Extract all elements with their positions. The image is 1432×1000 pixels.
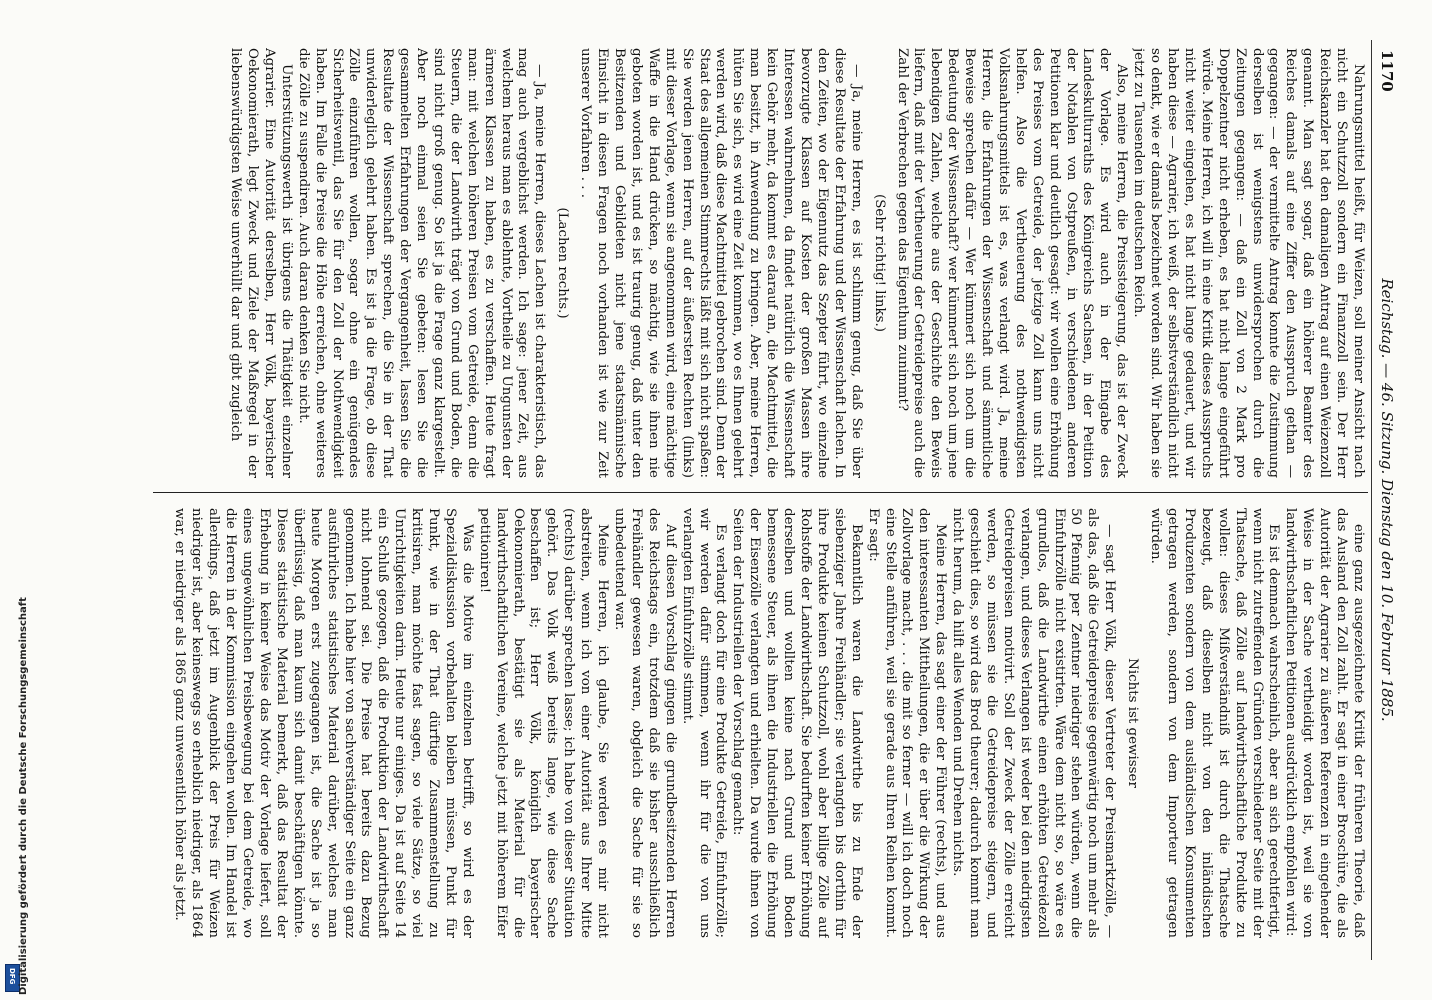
- dfg-logo: DFG: [5, 964, 20, 992]
- interjection: (Lachen rechts.): [555, 207, 571, 319]
- digitization-sidebar: [0, 0, 29, 1000]
- paragraph: Bekanntlich waren die Landwirthe bis zu Ende der siebenziger Jahre Freihändler; sie verlangten bis dorthin für ihre Produkte keinen Schutzzoll, wohl aber billige Zölle auf Rohstoffe der Landwirthschaft. Sie bedurften keiner Erhöhung derselben und wollten keine nach Grund und Boden bemessene Steuer, als ihnen die Industriellen die Erhöhung der Eisenzölle verlangten und erhielten. Da wurde ihnen von Seiten der Industriellen der Vorschlag gemacht:: [730, 508, 864, 938]
- paragraph: eine ganz ausgezeichnete Kritik der früheren Theorie, daß das Ausland den Zoll zahlt. Er sagt in einer Broschüre, die als Autorität der Agrarier zu äußeren Referenzen in eingehender Weise in der Sache vertheidigt worden ist, weil sie von landwirthschaftlichen Petitionen ausdrücklich empfohlen wird:: [1283, 508, 1366, 938]
- interjection: (Sehr richtig! links.): [871, 194, 887, 332]
- paragraph: Es ist demnach wahrscheinlich, aber an sich gerechtfertigt, wenn nicht zutreffenden Gründen verschiedener Seite mit der Thatsache, daß Zölle auf landwirthschaftliche Produkte zu wollen: dieses Mißverständniß ist durch die Thatsache bezeugt, daß dieselben nicht von den inländischen Produzenten sondern von dem ausländischen Konsumenten getragen werden, sondern von dem Importeur getragen würden.: [1148, 508, 1282, 938]
- column-divider: [153, 492, 1368, 493]
- digitization-credit: Digitalisierung gefördert durch die Deutsche Forschungsgemeinschaft: [18, 597, 29, 995]
- paragraph: Was die Motive im einzelnen betrifft, so wird es der Spezialdiskussion vorbehalten bleiben müssen, Punkt für Punkt, wie in der That dürftige Zusammenstellung zu kritisiren, man möchte fast sagen, so viele Sätze, so viel Unrichtigkeiten darin. Heute nur einiges. Da ist auf Seite 14 ein Schluß gezogen, daß die Produktion der Landwirthschaft nicht lohnend sei. Die Preise hat bereits dazu Bezug genommen. Ich habe hier von sachverständiger Seite ein ganz ausführliches statistisches Material darüber, welches man heute Morgen erst zugegangen ist, die Sache ist ja so überflüssig, daß man kaum sich damit beschäftigen könnte. Dieses statistische Material bemerkt, daß das Resultat der Erhebung in keiner Weise das Motiv der Vorlage liefert, soll eines ungewöhnlichen Preisbewegung bei dem Getreide, wo die Herren in der Kommission eingehen wollen. Im Handel ist allerdings, daß jetzt im Augenblick der Preis für Weizen niedriger ist, aber keineswegs so erheblich niedriger, als 1864 war, er niedriger als 1865 ganz unwesentlich höher als jetzt.: [172, 508, 475, 938]
- header-rule: [1371, 40, 1372, 960]
- paragraph: Es verlangt doch für eine Produkte Getreide, Einfuhrzölle; wir werden dafür stimmen, wenn ihr für die von uns verlangten Einfuhrzölle stimmt.: [679, 508, 729, 938]
- paragraph: — Ja, meine Herren, dieses Lachen ist charakteristisch, das mag auch vergeblichst werden. Ich sage: jener Zeit, aus welchem heraus man es ablehnte, Vortheile zu Ungunsten der ärmeren Klassen zu haben, es zu verschaffen. Heute fragt man: mit welchen höheren Preisen vom Getreide, denn die Steuern, die der Landwirth trägt von Grund und Boden, die sind nicht groß genug. So ist ja die Frage ganz klargestellt. Aber noch einmal seien Sie gebeten: lesen Sie die gesammelten Erfahrungen der Vergangenheit, lassen Sie die Resultate der Wissenschaft sprechen, die Sie in der That unwiderleglich gelehrt haben. Es ist ja die Frage, ob diese Zölle einzuführen wollen, sogar ohne ein genügendes Sicherheitsventil, das Sie für den Zoll der Nothwendigkeit haben. Im Falle die Preise die Höhe erreichen, ohne weiteres die Zölle zu suspendiren. Auch daran denken Sie nicht.: [295, 48, 548, 478]
- quote-heading: Nichts ist gewisser: [1125, 658, 1141, 788]
- paragraph: — Ja, meine Herren, es ist schlimm genug, daß Sie über diese Resultate der Erfahrung und der Wissenschaft lachen. In den Zeiten, wo der Eigennutz das Szepter führt, wo einzelne bevorzugte Klassen auf Kosten der großen Massen ihre Interessen wahrnehmen, da findet natürlich die Wissenschaft kein Gehör mehr, da kommt es darauf an, die Machtmittel, die man besitzt, in Anwendung zu bringen. Aber, meine Herren, hüten Sie sich, es wird eine Zeit kommen, wo es Ihnen gelehrt werden wird, daß diese Machtmittel gebrochen sind. Denn der Staat des allgemeinen Stimmrechts läßt mit sich nicht spaßen: Sie werden jenen Herren, auf der äußersten Rechten (links) mit dieser Vorlage, wenn sie angenommen wird, eine mächtige Waffe in die Hand drücken, so mächtig, wie sie ihnen nie geboten worden ist, und es ist traurig genug, daß unter den Besitzenden und Gebildeten nicht jene staatsmännische Einsicht in diesen Fragen noch vorhanden ist wie zur Zeit unserer Vorfahren . . .: [578, 48, 864, 478]
- rotated-page-content: [140, 40, 1400, 960]
- page-header: [1370, 40, 1400, 960]
- right-column: [146, 508, 1366, 938]
- paragraph: Also, meine Herren, die Preissteigerung, das ist der Zweck der Vorlage. Es wird auch in der Eingabe des Landeskulturraths des Königreichs Sachsen, in der Petition der Notablen von Ostpreußen, in verschiedenen anderen Petitionen klar und deutlich gesagt: wir wollen eine Erhöhung des Preises vom Getreide, der jetzige Zoll kann uns nicht helfen. Also die Vertheuerung des nothwendigsten Volksnahrungsmittels ist es, was verlangt wird. Ja, meine Herren, die Erfahrungen der Wissenschaft und sämmtliche Beweise sprechen dafür — Wer kümmert sich noch um die Bedeutung der Wissenschaft? wer kümmert sich noch um jene lebendigen Zahlen, welche aus der Geschichte den Beweis liefern, daß mit der Vertheuerung der Getreidepreise auch die Zahl der Verbrechen gegen das Eigenthum zunimmt?: [894, 48, 1130, 478]
- paragraph: Meine Herren, das sagt einer der Führer (rechts), und aus den interessanten Mittheilungen, die er über die Wirkung der Zollvorlage macht, . . . die mit so ferner — will ich doch noch eine Stelle anführen, weil sie gerade aus Ihren Reihen kommt. Er sagt:: [865, 508, 949, 938]
- left-column: [146, 48, 1366, 478]
- paragraph: Unterstützungswerth ist übrigens die Thätigkeit einzelner Agrarier. Eine Autorität derselben, Herr Völk, bayerischer Oekonomierath, legt Zweck und Ziele der Maßregel in der liebenswürdigsten Weise unverhüllt dar und gibt zugleich: [228, 48, 294, 478]
- running-head: Reichstag. — 46. Sitzung. Dienstag den 10. Februar 1885.: [1378, 278, 1396, 722]
- paragraph: Auf diesen Vorschlag gingen die grundbesitzenden Herren des Reichstags ein, trotzdem daß sie bisher ausschließlich Freihändler gewesen waren, obgleich die Sache für sie so unbedeutend war.: [612, 508, 678, 938]
- paragraph: — sagt Herr Völk, dieser Vertreter der Preismarktzölle, — als das, daß die Getreidepreise gegenwärtig noch um mehr als 50 Pfennig per Zentner niedriger stehen würden, wenn die Einfuhrzölle nicht existirten. Wäre dem nicht so, so wäre es grundlos, daß die Landwirthe einen erhöhten Getreidezoll verlangen, und dieses Verlangen ist weder bei den niedrigsten Getreidepreisen motivirt. Soll der Zweck der Zölle erreicht werden, so müssen sie die Getreidepreise steigern, und geschieht dies, so wird das Brod theurer; dadurch kommt man nicht herum, da hilft alles Wenden und Drehen nichts.: [950, 508, 1118, 938]
- paragraph: Meine Herren, ich glaube, Sie werden es mir nicht abstreiten, wenn ich von einer Autorität aus Ihrer Mitte (rechts) darüber sprechen lasse; ich habe von dieser Situation gehört. Das Volk weiß bereits lange, wie diese Sache beschaffen ist; Herr Völk, königlich bayerischer Oekonomierath, bestätigt sie als Material für die landwirthschaftlichen Vereine, welche jetzt mit höherem Eifer petitioniren!: [476, 508, 611, 938]
- page-number: 1170: [1378, 50, 1396, 92]
- paragraph: Nahrungsmittel heißt, für Weizen, soll meiner Ansicht nach nicht ein Schutzzoll sondern ein Finanzzoll sein. Der Herr Reichskanzler hat den damaligen Antrag auf einen Weizenzoll genannt. Man sagt sogar, daß ein höherer Beamter des Reiches damals auf eine Ziffer den Ausspruch gethan — gegangen: — der vermittelte Antrag konnte die Zustimmung derselben ist wenigstens unwidersprochen durch die Zeitungen gegangen: — daß ein Zoll von 2 Mark pro Doppelzentner nicht erheben, es hat nicht lange eingeführt würde. Meine Herren, ich will in eine Kritik dieses Ausspruchs nicht weiter eingehen, es hat nicht lange gedauert, und wir haben diese — Agrarier, ich weiß, der selbstverständlich nicht so denkt, wie er damals bezeichnet worden sind. Wir haben sie jetzt zu Tausenden im deutschen Reich.: [1131, 48, 1366, 478]
